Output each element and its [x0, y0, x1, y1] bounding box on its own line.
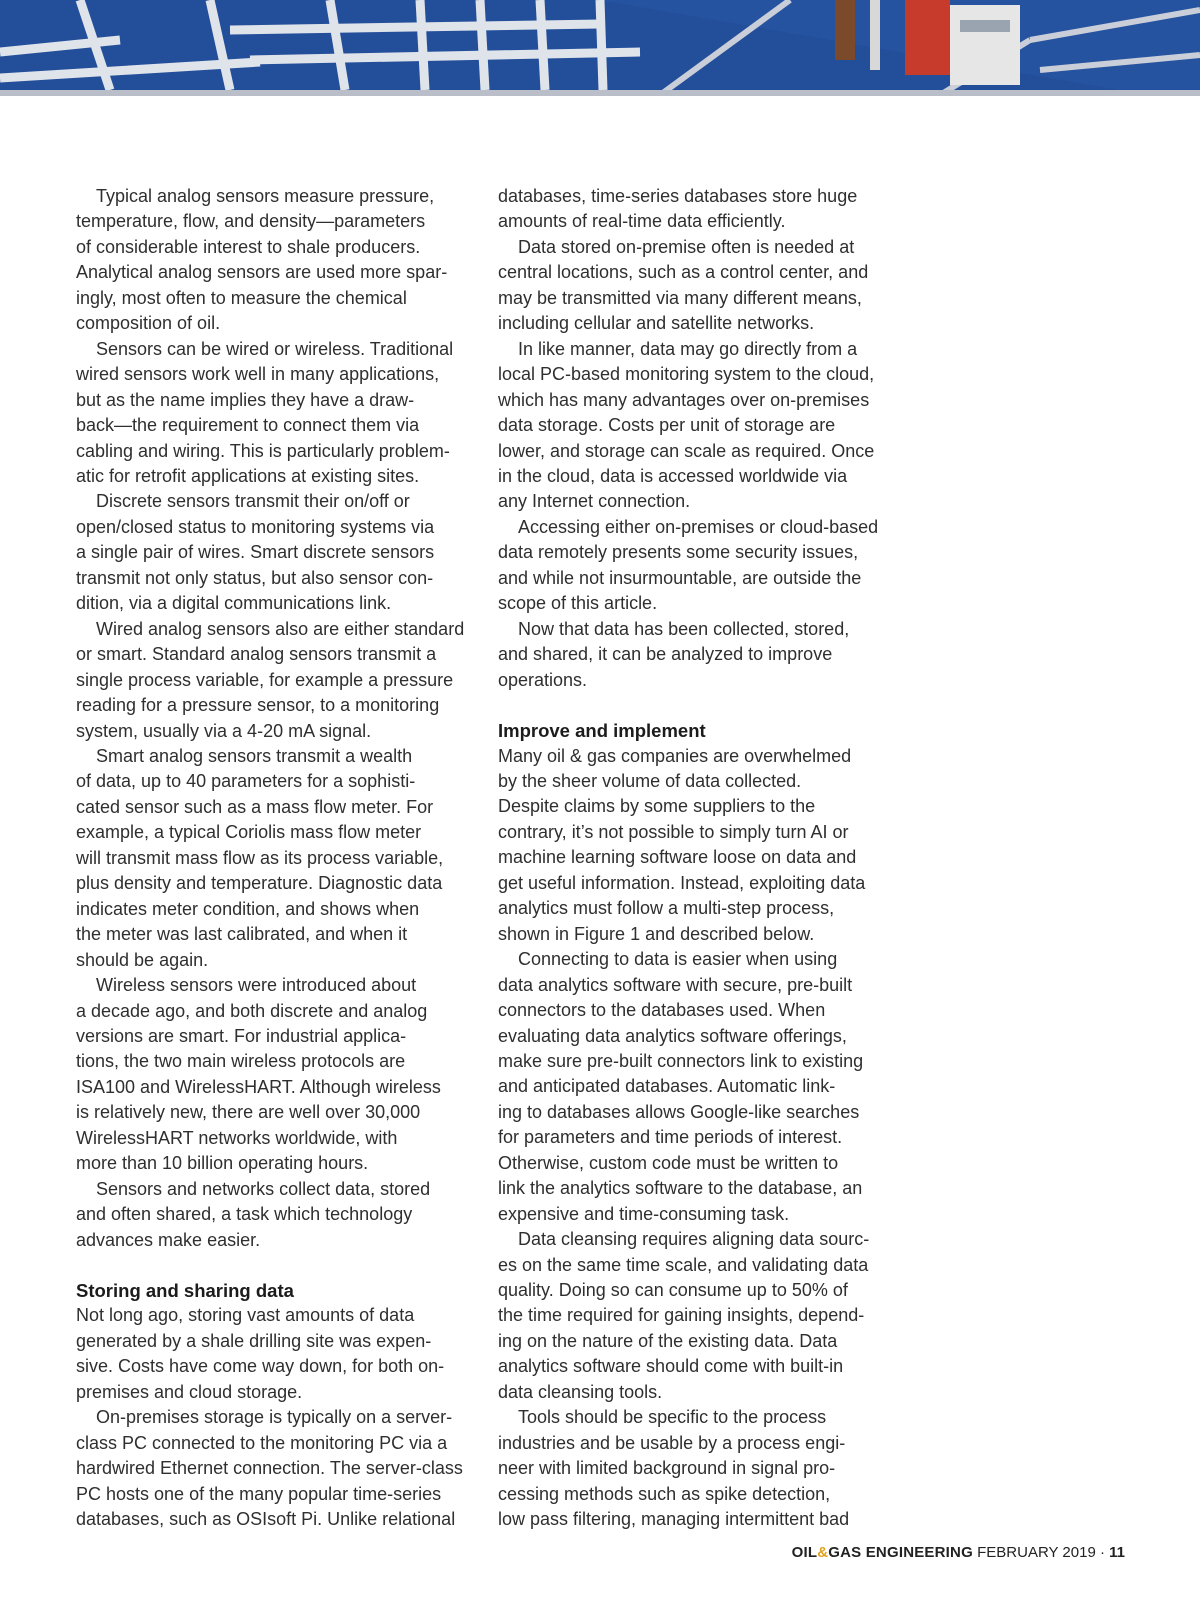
paragraph: Connecting to data is easier when using data analytics software with secure, pre-built connectors to the databases used. When evaluating data analytics software offerings, make sure pre-built connectors link to existing and anticipated databases. Automatic link- ing to databases allows Google-like searches for parameters and time periods of interest. Otherwise, custom code must be written to link the analytics software to the database, an expensive and time-consuming task. — [498, 949, 864, 1224]
paragraph: Data stored on-premise often is needed at central locations, such as a control center, and may be transmitted via many different means, including cellular and satellite networks. — [498, 236, 869, 334]
paragraph: Wireless sensors were introduced about a decade ago, and both discrete and analog versions are smart. For industrial applica- tions, the two main wireless protocols are ISA100 and WirelessHART. Although wireless is relatively new, there are well over 30,000 WirelessHART networks worldwide, with more than 10 billion operating hours. — [76, 975, 441, 1174]
issue-date: FEBRUARY 2019 — [977, 1544, 1096, 1561]
page-footer — [792, 1543, 1125, 1563]
article-right-column — [498, 184, 898, 1533]
footer-separator: · — [1099, 1544, 1105, 1561]
paragraph: On-premises storage is typically on a server- class PC connected to the monitoring PC via a hardwired Ethernet connection. The server-class PC hosts one of the many popular time-series databases, such as OSIsoft Pi. Unlike relational — [76, 1407, 463, 1530]
paragraph: Discrete sensors transmit their on/off or open/closed status to monitoring systems via a single pair of wires. Smart discrete sensors transmit not only status, but also sensor con- dition, via a digital communications link. — [76, 491, 435, 614]
header-photo — [0, 0, 1200, 104]
drilling-rig-illustration — [0, 0, 1200, 104]
paragraph: databases, time-series databases store huge amounts of real-time data efficiently. — [498, 186, 858, 232]
paragraph: Smart analog sensors transmit a wealth of data, up to 40 parameters for a sophisti- cated sensor such as a mass flow meter. For example, a typical Coriolis mass flow meter will transmit mass flow as its process variable, plus density and temperature. Diagnostic data indicates meter condition, and shows when the meter was last calibrated, and when it should be again. — [76, 745, 444, 970]
paragraph: Accessing either on-premises or cloud-based data remotely presents some security issues, and while not insurmountable, are outside the scope of this article. — [498, 516, 879, 614]
section-heading: Storing and sharing data — [76, 1280, 294, 1302]
paragraph: Wired analog sensors also are either standard or smart. Standard analog sensors transmit a single process variable, for example a pressure reading for a pressure sensor, to a monitoring system, usually via a 4-20 mA signal. — [76, 618, 465, 741]
paragraph: In like manner, data may go directly from a local PC-based monitoring system to the cloud, which has many advantages over on-premises data storage. Costs per unit of storage are lower, and storage can scale as required. Once in the cloud, data is accessed worldwide via any Internet connection. — [498, 338, 875, 512]
magazine-brand: OIL&GAS ENGINEERING — [791, 1544, 973, 1561]
paragraph: Typical analog sensors measure pressure, temperature, flow, and density—parameters of considerable interest to shale producers. Analytical analog sensors are used more spar- ingly, most often to measure the chemical composition of oil. — [76, 186, 448, 334]
paragraph: Data cleansing requires aligning data sourc- es on the same time scale, and validating data quality. Doing so can consume up to 50% of the time required for gaining insights, depend- ing on the nature of the existing data. Data analytics software should come with built-in data cleansing tools. — [498, 1229, 870, 1402]
page-number: 11 — [1109, 1544, 1125, 1561]
paragraph: Now that data has been collected, stored, and shared, it can be analyzed to improve operations. — [498, 618, 850, 690]
paragraph: Tools should be specific to the process industries and be usable by a process engi- neer with limited background in signal pro- cessing methods such as spike detection, low pass filtering, managing intermittent bad — [498, 1407, 850, 1530]
section-heading: Improve and implement — [498, 720, 706, 742]
paragraph: Sensors and networks collect data, stored and often shared, a task which technology advances make easier. — [76, 1178, 431, 1250]
paragraph: Many oil & gas companies are overwhelmed by the sheer volume of data collected. Despite claims by some suppliers to the contrary, it’s not possible to simply turn AI or machine learning software loose on data and get useful information. Instead, exploiting data analytics must follow a multi-step process, shown in Figure 1 and described below. — [498, 745, 866, 944]
paragraph: Sensors can be wired or wireless. Traditional wired sensors work well in many applications, but as the name implies they have a draw- back—the requirement to connect them via cabling and wiring. This is particularly problem- atic for retrofit applications at existing sites. — [76, 338, 454, 486]
article-left-column — [76, 184, 474, 1533]
paragraph: Not long ago, storing vast amounts of data generated by a shale drilling site was expen- sive. Costs have come way down, for both on- premises and cloud storage. — [76, 1305, 445, 1402]
